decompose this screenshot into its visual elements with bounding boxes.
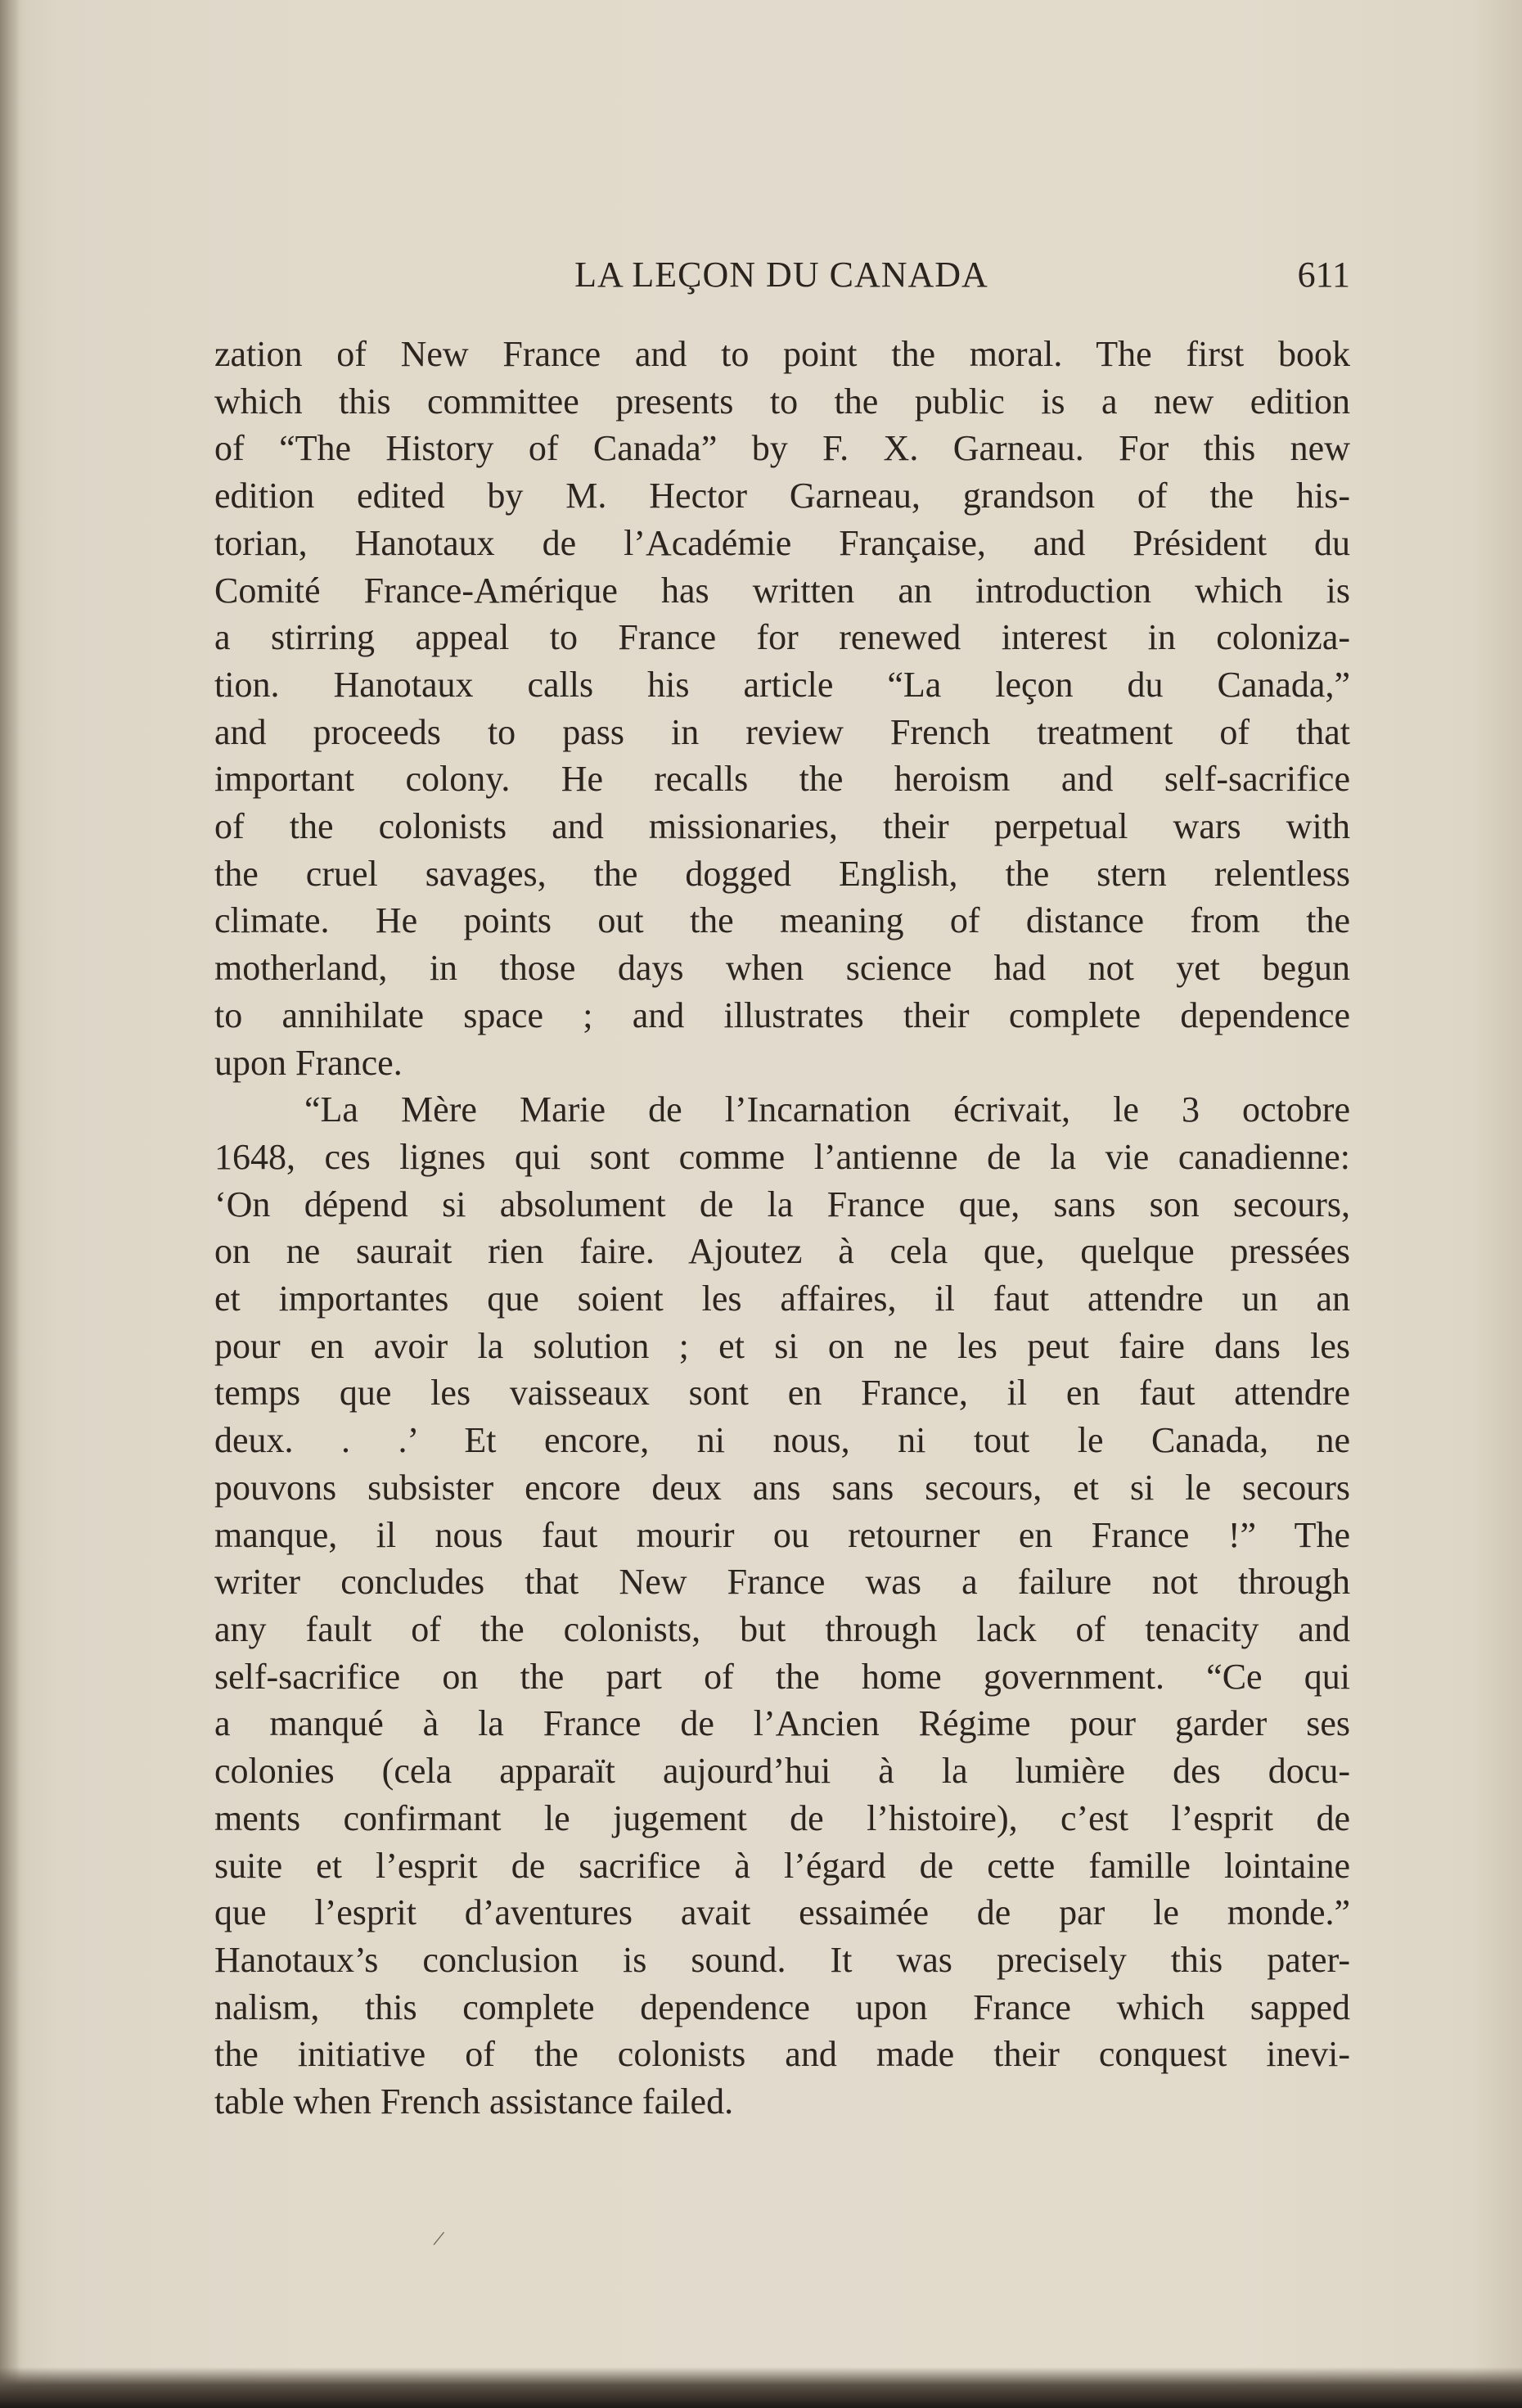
text-line: any fault of the colonists, but through lack of tenacity and xyxy=(214,1608,1350,1649)
text-line: the initiative of the colonists and made their conquest inevi- xyxy=(214,2034,1350,2075)
text-line: edition edited by M. Hector Garneau, grandson of the his- xyxy=(214,476,1350,516)
text-line: ‘On dépend si absolument de la France que, sans son secours, xyxy=(214,1184,1350,1224)
text-line: suite et l’esprit de sacrifice à l’égard de cette famille lointaine xyxy=(214,1845,1350,1886)
text-line: Hanotaux’s conclusion is sound. It was precisely this pater- xyxy=(214,1939,1350,1980)
text-line: pour en avoir la solution ; et si on ne les peut faire dans les xyxy=(214,1325,1350,1366)
text-line: a manqué à la France de l’Ancien Régime pour garder ses xyxy=(214,1703,1350,1744)
text-line: a stirring appeal to France for renewed interest in coloniza- xyxy=(214,617,1350,658)
text-line: important colony. He recalls the heroism and self-sacrifice xyxy=(214,759,1350,800)
text-line: manque, il nous faut mourir ou retourner en France !” The xyxy=(214,1514,1350,1555)
page-binding-shadow xyxy=(0,0,20,2408)
text-line: que l’esprit d’aventures avait essaimée de par le monde.” xyxy=(214,1892,1350,1933)
text-line: to annihilate space ; and illustrates their complete dependence xyxy=(214,994,1350,1035)
body-text xyxy=(214,331,1350,2126)
text-line: temps que les vaisseaux sont en France, il en faut attendre xyxy=(214,1373,1350,1414)
paragraph xyxy=(214,1086,1350,2125)
text-line: ments confirmant le jugement de l’histoire), c’est l’esprit de xyxy=(214,1797,1350,1838)
text-line: writer concludes that New France was a failure not through xyxy=(214,1562,1350,1603)
text-line: of the colonists and missionaries, their perpetual wars with xyxy=(214,806,1350,847)
text-line: the cruel savages, the dogged English, the stern relentless xyxy=(214,853,1350,894)
page-header xyxy=(213,254,1350,303)
stray-pencil-mark: / xyxy=(431,2225,447,2252)
paragraph xyxy=(214,331,1350,1086)
running-head: LA LEÇON DU CANADA xyxy=(574,255,988,295)
text-line: colonies (cela apparaït aujourd’hui à la lumière des docu- xyxy=(214,1751,1350,1792)
text-line: and proceeds to pass in review French treatment of that xyxy=(214,711,1350,752)
text-line: et importantes que soient les affaires, il faut attendre un an xyxy=(214,1278,1350,1319)
text-line: table when French assistance failed. xyxy=(214,2081,734,2122)
text-line: zation of New France and to point the moral. The first book xyxy=(214,334,1350,374)
text-line: which this committee presents to the public is a new edition xyxy=(214,381,1350,422)
text-line: on ne saurait rien faire. Ajoutez à cela que, quelque pressées xyxy=(214,1231,1350,1272)
text-line: deux. . .’ Et encore, ni nous, ni tout le Canada, ne xyxy=(214,1420,1350,1461)
text-line: climate. He points out the meaning of distance from the xyxy=(214,900,1350,941)
text-line: Comité France-Amérique has written an introduction which is xyxy=(214,570,1350,611)
text-line: “La Mère Marie de l’Incarnation écrivait, le 3 octobre xyxy=(304,1089,1350,1130)
page-number: 611 xyxy=(1297,255,1350,295)
text-line: torian, Hanotaux de l’Académie Française, and Président du xyxy=(214,522,1350,563)
page-bottom-edge-shadow xyxy=(0,2367,1522,2408)
text-line: self-sacrifice on the part of the home government. “Ce qui xyxy=(214,1656,1350,1697)
text-line: 1648, ces lignes qui sont comme l’antienne de la vie canadienne: xyxy=(214,1136,1350,1177)
text-line: of “The History of Canada” by F. X. Garneau. For this new xyxy=(214,428,1350,469)
text-line: tion. Hanotaux calls his article “La leçon du Canada,” xyxy=(214,664,1350,705)
text-line: nalism, this complete dependence upon France which sapped xyxy=(214,1986,1350,2027)
text-line: pouvons subsister encore deux ans sans secours, et si le secours xyxy=(214,1467,1350,1508)
text-line: motherland, in those days when science had not yet begun xyxy=(214,948,1350,989)
text-line: upon France. xyxy=(214,1042,403,1083)
